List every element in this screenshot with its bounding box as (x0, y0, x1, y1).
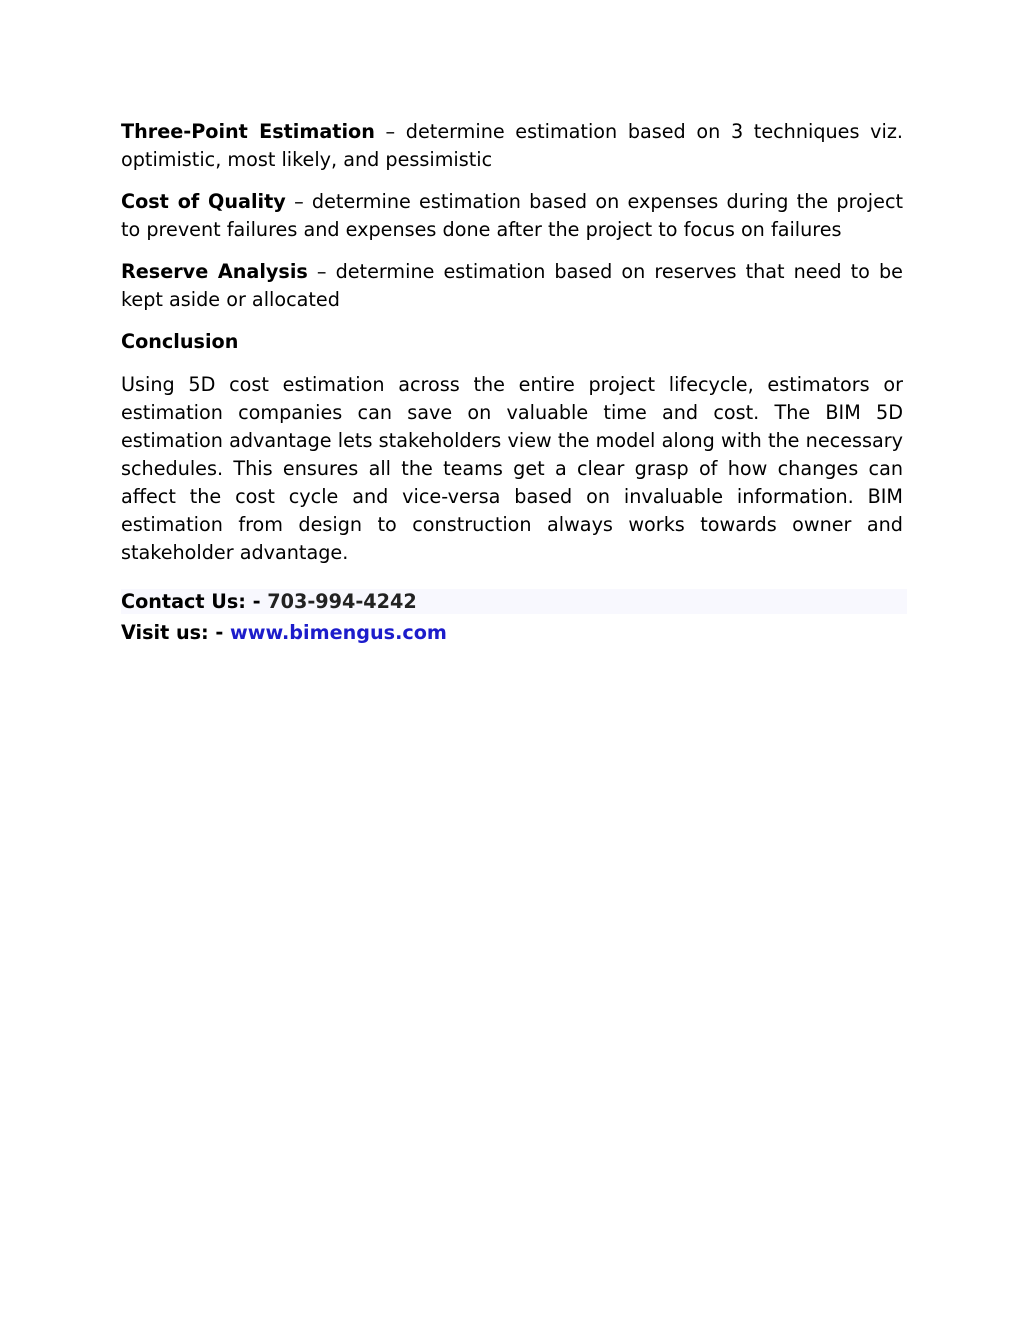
contact-label: Contact Us: - (121, 590, 268, 613)
item-cost-of-quality (121, 188, 903, 244)
term-description: – determine estimation based on reserves that need to be kept aside or allocated (121, 260, 903, 311)
website-link[interactable]: www.bimengus.com (230, 621, 447, 644)
visit-label: Visit us: - (121, 621, 231, 644)
conclusion-heading: Conclusion (121, 330, 239, 353)
term-label: Reserve Analysis (121, 260, 308, 283)
contact-phone: 703-994-4242 (267, 590, 417, 613)
document-page (121, 118, 903, 645)
visit-line (121, 620, 903, 645)
term-label: Three-Point Estimation (121, 120, 375, 143)
contact-line (121, 589, 907, 614)
term-description: – determine estimation based on expenses during the project to prevent failures and expenses done after the project to focus on failures (121, 190, 904, 241)
item-reserve-analysis (121, 258, 903, 314)
term-description: – determine estimation based on 3 techniques viz. optimistic, most likely, and pessimistic (121, 120, 903, 171)
term-label: Cost of Quality (121, 190, 286, 213)
conclusion-body: Using 5D cost estimation across the entire project lifecycle, estimators or estimation companies can save on valuable time and cost. The BIM 5D estimation advantage lets stakeholders view the model along with the necessary schedules. This ensures all the teams get a clear grasp of how changes can affect the cost cycle and vice-versa based on invaluable information. BIM estimation from design to construction always works towards owner and stakeholder advantage. (121, 373, 903, 564)
item-three-point-estimation (121, 118, 903, 174)
